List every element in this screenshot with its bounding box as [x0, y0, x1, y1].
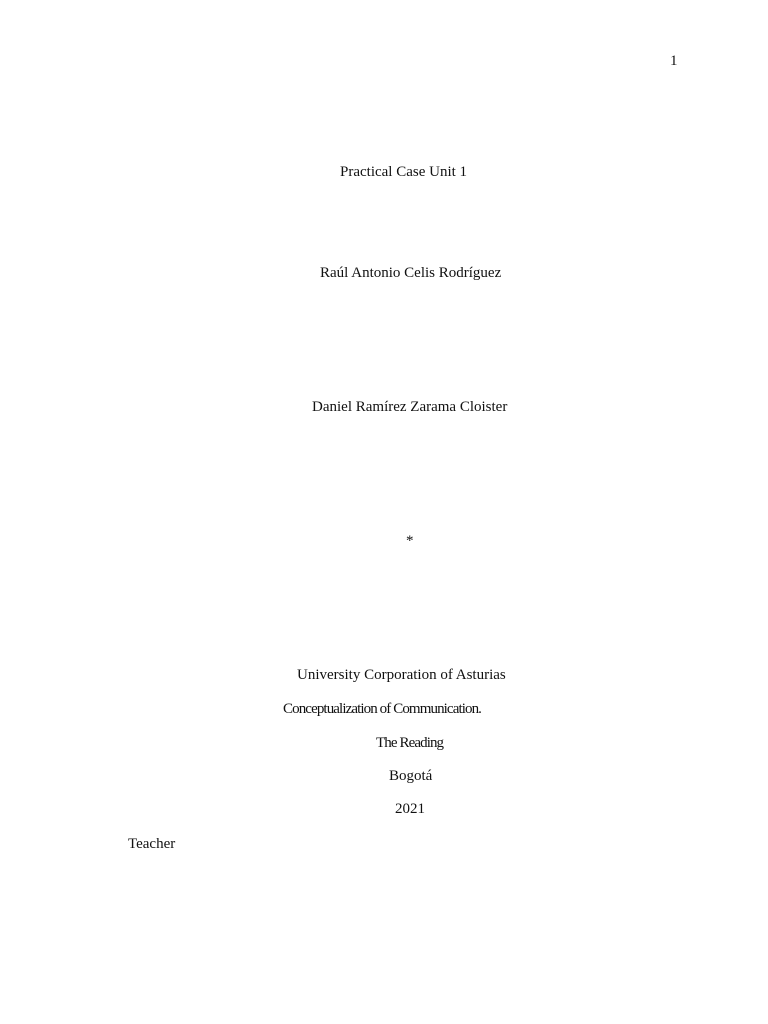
- author-name: Raúl Antonio Celis Rodríguez: [320, 265, 502, 281]
- subject-name: The Reading: [376, 735, 444, 751]
- year: 2021: [395, 801, 425, 817]
- document-title: Practical Case Unit 1: [340, 164, 468, 180]
- city-name: Bogotá: [389, 768, 433, 784]
- teacher-label: Teacher: [128, 836, 176, 852]
- asterisk-separator: *: [406, 533, 414, 549]
- page-number: 1: [670, 53, 678, 69]
- course-name: Conceptualization of Communication.: [283, 701, 482, 717]
- institution-name: University Corporation of Asturias: [297, 667, 506, 683]
- teacher-name: Daniel Ramírez Zarama Cloister: [312, 399, 508, 415]
